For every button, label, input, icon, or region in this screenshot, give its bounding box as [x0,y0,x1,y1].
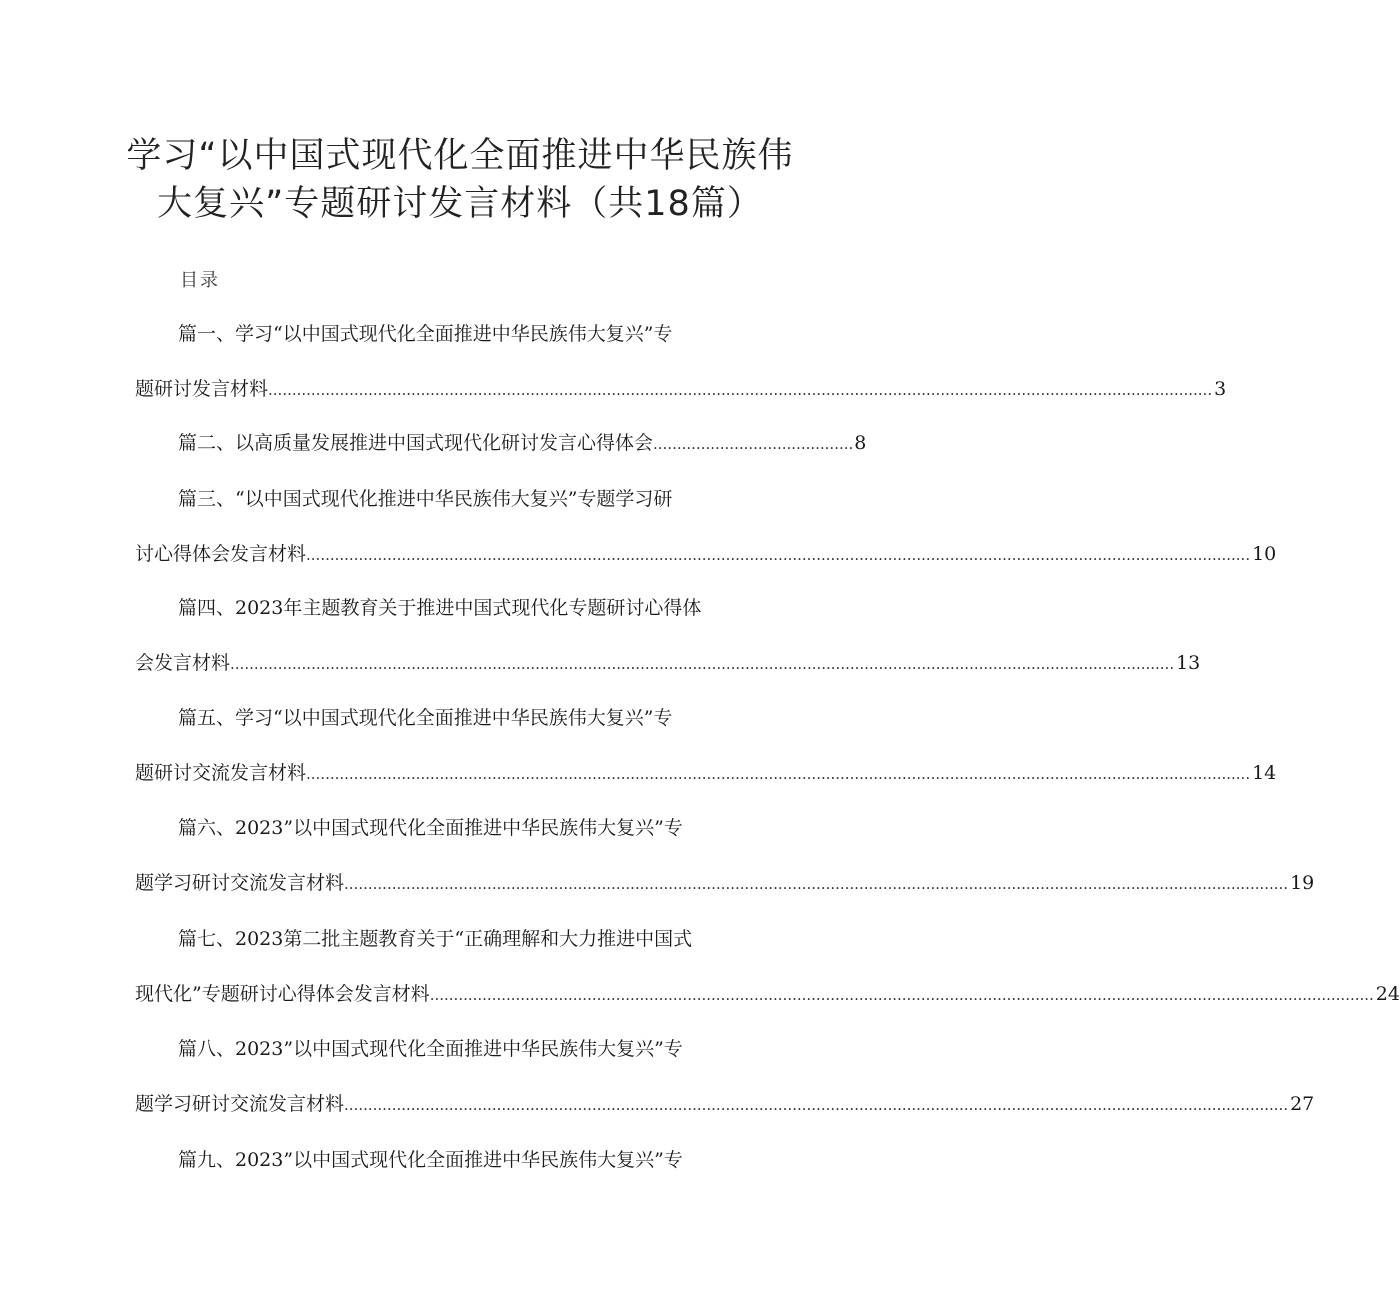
toc-entry-4-title: 篇四、2023年主题教育关于推进中国式现代化专题研讨心得体 [178,597,702,619]
toc-entry-8-title: 篇八、2023”以中国式现代化全面推进中华民族伟大复兴”专 [178,1038,683,1060]
toc-entry-3-title: 篇三、“以中国式现代化推进中华民族伟大复兴”专题学习研 [178,488,673,510]
leader-dots: ...................................................................................................................................................................................................... [306,546,1251,564]
toc-entry-4-title-cont: 会发言材料 [135,652,231,674]
toc-entry-1-continuation [135,373,1227,405]
toc-entry-7-continuation [135,978,1400,1010]
toc-entry-7-title: 篇七、2023第二批主题教育关于“正确理解和大力推进中国式 [178,928,693,950]
toc-entry-3-page: 10 [1252,543,1277,565]
leader-dots: ...................................................................................................................................................................................................... [268,381,1213,399]
leader-dots: .......................................... [653,435,854,453]
toc-entry-6-page: 19 [1290,872,1315,894]
leader-dots: ...................................................................................................................................................................................................... [306,765,1251,783]
toc-entry-5-page: 14 [1252,762,1277,784]
toc-heading: 目录 [180,270,220,291]
toc-entry-4-page: 13 [1176,652,1201,674]
toc-entry-3-continuation [135,538,1277,570]
toc-entry-7-title-cont: 现代化”专题研讨心得体会发言材料 [135,983,430,1005]
toc-entry-9-title: 篇九、2023”以中国式现代化全面推进中华民族伟大复兴”专 [178,1149,683,1171]
toc-entry-7-page: 24 [1375,983,1400,1005]
toc-entry-3-title-cont: 讨心得体会发言材料 [135,543,307,565]
toc-entry-2 [178,427,867,459]
document-title-line-2: 大复兴”专题研讨发言材料（共18篇） [157,184,763,224]
toc-entry-1-page: 3 [1214,378,1227,400]
leader-dots: ...................................................................................................................................................................................................... [230,655,1175,673]
toc-entry-1-title-cont: 题研讨发言材料 [135,378,269,400]
toc-entry-2-page: 8 [854,432,867,454]
toc-entry-6-continuation [135,867,1315,899]
toc-entry-1-title: 篇一、学习“以中国式现代化全面推进中华民族伟大复兴”专 [178,323,673,345]
document-title-line-1: 学习“以中国式现代化全面推进中华民族伟 [126,136,794,176]
leader-dots: ...................................................................................................................................................................................................... [344,875,1289,893]
toc-entry-5-title: 篇五、学习“以中国式现代化全面推进中华民族伟大复兴”专 [178,707,673,729]
toc-entry-6-title-cont: 题学习研讨交流发言材料 [135,872,345,894]
leader-dots: ...................................................................................................................................................................................................... [429,986,1374,1004]
toc-entry-8-page: 27 [1290,1093,1315,1115]
toc-entry-6-title: 篇六、2023”以中国式现代化全面推进中华民族伟大复兴”专 [178,817,683,839]
toc-entry-8-title-cont: 题学习研讨交流发言材料 [135,1093,345,1115]
toc-entry-5-continuation [135,757,1277,789]
toc-entry-2-title: 篇二、以高质量发展推进中国式现代化研讨发言心得体会 [178,432,654,454]
leader-dots: ...................................................................................................................................................................................................... [344,1096,1289,1114]
toc-entry-5-title-cont: 题研讨交流发言材料 [135,762,307,784]
toc-entry-8-continuation [135,1088,1315,1120]
toc-entry-4-continuation [135,647,1201,679]
